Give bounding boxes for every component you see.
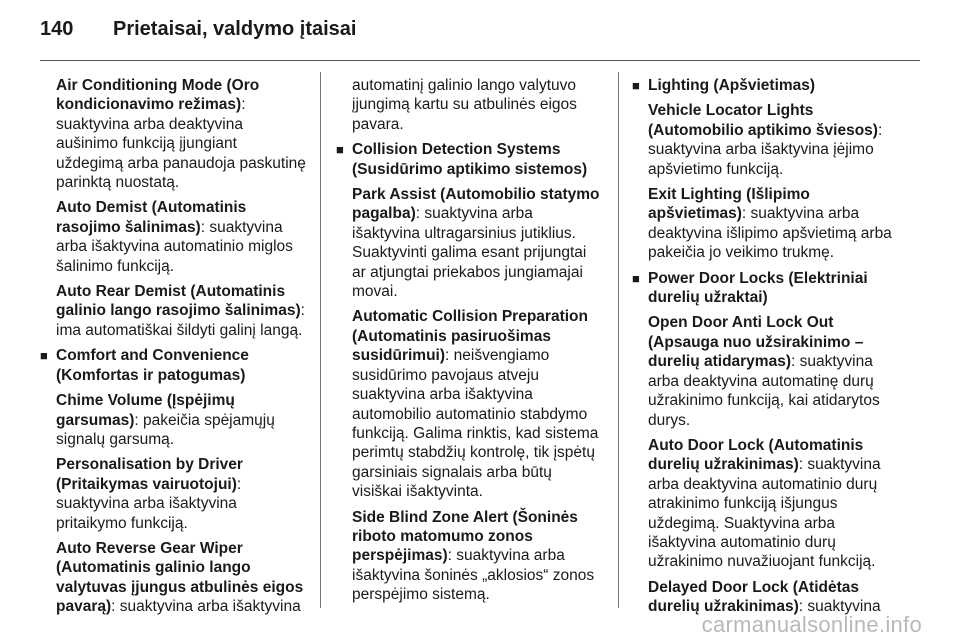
section-heading-text: Comfort and Convenience (Komfortas ir patogumas) (56, 347, 249, 384)
column-3 (632, 76, 906, 623)
column-divider-2 (618, 72, 619, 608)
setting-name: Air Conditioning Mode (Oro kondicionavimo režimas) (56, 77, 260, 114)
setting-entry (632, 436, 906, 572)
setting-name: Open Door Anti Lock Out (Apsauga nuo užsirakinimo – durelių atidarymas) (648, 314, 864, 371)
setting-description: : suaktyvina arba išaktyvina pritaikymo funkciją. (56, 475, 242, 532)
setting-name: Vehicle Locator Lights (Automobilio aptikimo šviesos) (648, 102, 878, 139)
setting-description: : suaktyvina arba deaktyvina automatinę durų užrakinimo funkciją, kai atidarytos durys. (648, 353, 880, 429)
setting-name: Park Assist (Automobilio statymo pagalba) (352, 186, 600, 223)
setting-description: : suaktyvina arba išaktyvina ultragarsinius jutiklius. Suaktyvinti galima esant prijungtai ar atjungtai priekabos jungiamajai movai. (352, 205, 587, 301)
setting-entry (40, 391, 308, 449)
bullet-marker: ■ (336, 142, 344, 158)
section-heading-text: Power Door Locks (Elektriniai durelių užraktai) (648, 269, 868, 307)
page-title: Prietaisai, valdymo įtaisai (113, 18, 357, 40)
setting-name: Exit Lighting (Išlipimo apšvietimas) (648, 186, 810, 223)
setting-description: : suaktyvina arba išaktyvina automatinio miglos šalinimo funkciją. (56, 218, 293, 275)
setting-name: Auto Demist (Automatinis rasojimo šalinimas) (56, 199, 247, 236)
setting-entry (336, 508, 604, 605)
setting-entry (40, 76, 308, 192)
section-heading (632, 269, 906, 308)
bullet-marker: ■ (632, 78, 640, 93)
setting-entry (40, 455, 308, 533)
setting-description: : suaktyvina arba išaktyvina šoninės „aklosios“ zonos perspėjimo sistemą. (352, 547, 595, 604)
watermark: carmanualsonline.info (701, 612, 922, 637)
page-header (40, 18, 920, 58)
setting-entry (40, 539, 308, 617)
setting-description: : suaktyvina arba išaktyvina įėjimo apšvietimo funkciją. (648, 121, 883, 178)
column-divider-1 (320, 72, 321, 608)
column-2 (336, 76, 604, 611)
header-rule (40, 60, 920, 61)
setting-description: : ima automatiškai šildyti galinį langą. (56, 302, 305, 339)
setting-entry (40, 282, 308, 340)
setting-entry (632, 578, 906, 617)
section-heading (336, 140, 604, 179)
section-heading (40, 346, 308, 385)
setting-entry (632, 313, 906, 429)
bullet-marker: ■ (40, 348, 48, 364)
setting-name: Side Blind Zone Alert (Šoninės riboto matomumo zonos perspėjimas) (352, 508, 578, 565)
setting-entry (632, 185, 906, 263)
setting-description: : suaktyvina (798, 598, 881, 616)
setting-name: Automatic Collision Preparation (Automatinis pasiruošimas susidūrimui) (352, 308, 588, 365)
page-number: 140 (40, 18, 74, 40)
setting-name: Auto Rear Demist (Automatinis galinio lango rasojimo šalinimas) (56, 283, 301, 320)
section-heading (632, 76, 906, 95)
column-1 (40, 76, 308, 623)
setting-name: Auto Reverse Gear Wiper (Automatinis galinio lango valytuvas įjungus atbulinės eigos pavarą) (56, 539, 304, 616)
bullet-marker: ■ (632, 270, 640, 286)
setting-description: : suaktyvina arba deaktyvina aušinimo funkciją įjungiant uždegimą arba panaudoja paskutinę parinktą nuostatą. (56, 96, 306, 192)
setting-entry (336, 185, 604, 301)
section-heading-text: Collision Detection Systems (Susidūrimo aptikimo sistemos) (352, 141, 588, 178)
continued-text: automatinį galinio lango valytuvo įjungimą kartu su atbulinės eigos pavara. (352, 77, 577, 133)
setting-entry (40, 198, 308, 276)
setting-name: Chime Volume (Įspėjimų garsumas) (56, 392, 235, 429)
setting-description: : neišvengiamo susidūrimo pavojaus atveju suaktyvina arba išaktyvina automobilio automatinio stabdymo funkciją. Galima rinktis, kad sistema perimtų stabdžių kontrolę, tik įspėtų garsiniais signalais arba būtų visiškai išaktyvinta. (352, 347, 599, 501)
setting-entry (632, 101, 906, 179)
setting-entry (336, 307, 604, 501)
setting-description: : suaktyvina arba išaktyvina (111, 598, 301, 616)
setting-name: Delayed Door Lock (Atidėtas durelių užrakinimas) (648, 578, 860, 616)
setting-description: : suaktyvina arba deaktyvina automatinio durų atrakinimo funkciją išjungus uždegimą. Suaktyvina arba išaktyvina automatinio durų užrakinimo nuvažiuojant funkciją. (648, 456, 881, 571)
setting-description: : pakeičia spėjamųjų signalų garsumą. (56, 411, 275, 448)
setting-name: Auto Door Lock (Automatinis durelių užrakinimas) (648, 436, 864, 474)
section-heading-text: Lighting (Apšvietimas) (648, 77, 816, 94)
setting-name: Personalisation by Driver (Pritaikymas vairuotojui) (56, 456, 243, 493)
setting-description: : suaktyvina arba deaktyvina išlipimo apšvietimą arba pakeičia jo veikimo trukmę. (648, 205, 892, 262)
